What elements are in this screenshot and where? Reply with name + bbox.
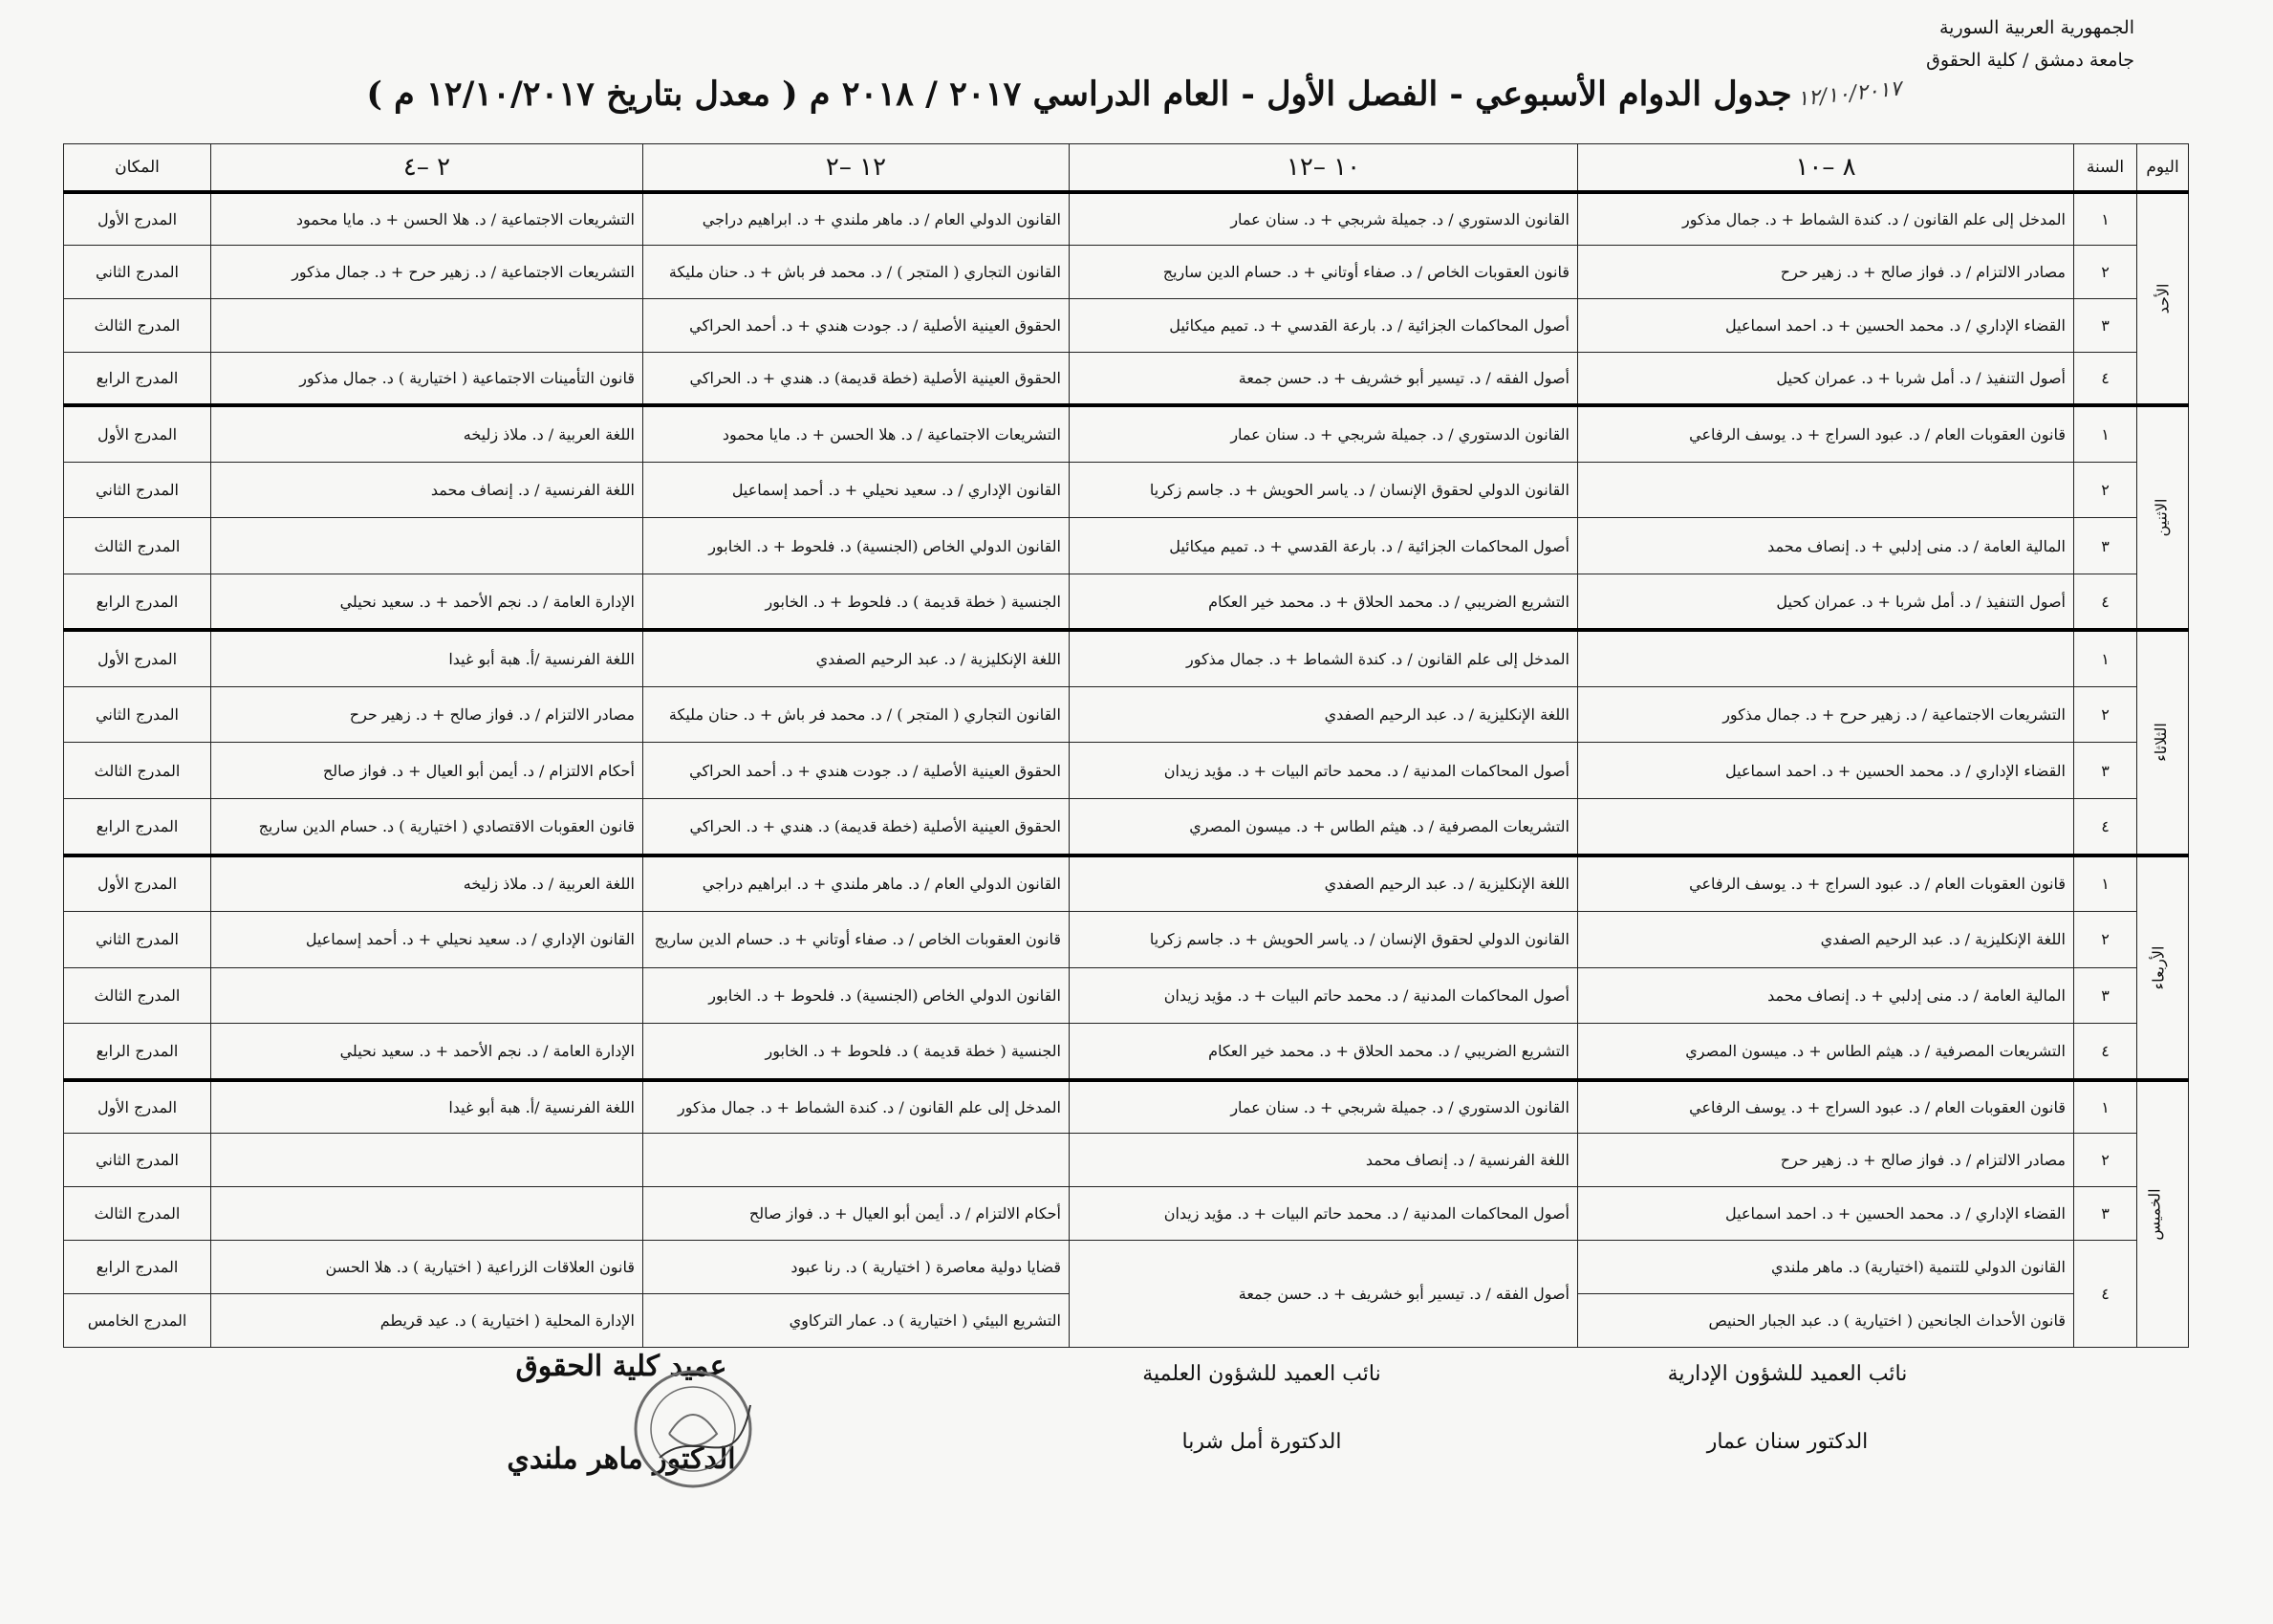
year-cell: ٢ — [2074, 1134, 2137, 1187]
place-cell: المدرج الثالث — [64, 1187, 211, 1241]
place-cell: المدرج الرابع — [64, 799, 211, 855]
slot2-cell: المدخل إلى علم القانون / د. كندة الشماط + د. جمال مذكور — [1070, 630, 1578, 686]
table-row — [64, 518, 2189, 574]
handwritten-date: ١٢/١٠/٢٠١٧ — [1795, 76, 1903, 112]
slot4-cell: القانون الإداري / د. سعيد نحيلي + د. أحمد إسماعيل — [211, 911, 643, 967]
table-row — [64, 1080, 2189, 1134]
year-cell: ١ — [2074, 630, 2137, 686]
slot3-cell: القانون الدولي العام / د. ماهر ملندي + د. ابراهيم دراجي — [643, 855, 1070, 912]
official-stamp-icon — [631, 1367, 755, 1491]
slot4-cell: التشريعات الاجتماعية / د. هلا الحسن + د. مايا محمود — [211, 192, 643, 246]
slot4-cell — [211, 1134, 643, 1187]
slot4-cell: قانون العلاقات الزراعية ( اختيارية ) د. هلا الحسن — [211, 1240, 643, 1293]
col-year: السنة — [2074, 144, 2137, 192]
slot2-cell: القانون الدستوري / د. جميلة شربجي + د. سنان عمار — [1070, 192, 1578, 246]
slot1-cell: قانون الأحداث الجانحين ( اختيارية ) د. عبد الجبار الحنيص — [1578, 1293, 2074, 1347]
slot2-cell: اللغة الإنكليزية / د. عبد الرحيم الصفدي — [1070, 686, 1578, 743]
science-name: الدكتورة أمل شربا — [1181, 1430, 1342, 1454]
year-cell: ٤ — [2074, 1024, 2137, 1080]
slot3-cell: الجنسية ( خطة قديمة ) د. فلحوط + د. الخابور — [643, 1024, 1070, 1080]
place-cell: المدرج الثالث — [64, 967, 211, 1024]
slot2-cell: اللغة الإنكليزية / د. عبد الرحيم الصفدي — [1070, 855, 1578, 912]
col-place: المكان — [64, 144, 211, 192]
slot3-cell: القانون الدولي الخاص (الجنسية) د. فلحوط + د. الخابور — [643, 518, 1070, 574]
slot1-cell — [1578, 630, 2074, 686]
day-cell — [2137, 192, 2189, 406]
day-cell — [2137, 405, 2189, 630]
year-cell: ٣ — [2074, 967, 2137, 1024]
signature-admin — [1568, 1362, 2007, 1454]
slot2-cell: القانون الدستوري / د. جميلة شربجي + د. سنان عمار — [1070, 1080, 1578, 1134]
slot3-cell: القانون التجاري ( المتجر ) / د. محمد فر باش + د. حنان مليكة — [643, 686, 1070, 743]
slot4-cell: التشريعات الاجتماعية / د. زهير حرح + د. جمال مذكور — [211, 245, 643, 298]
day-label: الثلاثاء — [2152, 723, 2171, 763]
day-cell — [2137, 630, 2189, 855]
year-cell: ١ — [2074, 405, 2137, 462]
slot4-cell: الإدارة العامة / د. نجم الأحمد + د. سعيد نحيلي — [211, 574, 643, 631]
table-row — [64, 967, 2189, 1024]
table-row — [64, 462, 2189, 518]
slot2-cell: قانون العقوبات الخاص / د. صفاء أوتاني + د. حسام الدين ساريج — [1070, 245, 1578, 298]
slot1-cell: القضاء الإداري / د. محمد الحسين + د. احمد اسماعيل — [1578, 1187, 2074, 1241]
slot3-cell: التشريع البيئي ( اختيارية ) د. عمار التركاوي — [643, 1293, 1070, 1347]
day-cell — [2137, 855, 2189, 1080]
place-cell: المدرج الثالث — [64, 298, 211, 352]
place-cell: المدرج الثاني — [64, 245, 211, 298]
slot3-cell: المدخل إلى علم القانون / د. كندة الشماط + د. جمال مذكور — [643, 1080, 1070, 1134]
day-label: الأربعاء — [2149, 945, 2168, 989]
day-label: الخميس — [2145, 1188, 2164, 1241]
slot4-cell: اللغة العربية / د. ملاذ زليخه — [211, 855, 643, 912]
year-cell: ١ — [2074, 192, 2137, 246]
slot3-cell: قضايا دولية معاصرة ( اختيارية ) د. رنا عبود — [643, 1240, 1070, 1293]
year-cell: ٤ — [2074, 574, 2137, 631]
slot3-cell: قانون العقوبات الخاص / د. صفاء أوتاني + د. حسام الدين ساريج — [643, 911, 1070, 967]
year-cell: ٣ — [2074, 743, 2137, 799]
slot3-cell: التشريعات الاجتماعية / د. هلا الحسن + د. مايا محمود — [643, 405, 1070, 462]
slot2-cell: التشريع الضريبي / د. محمد الحلاق + د. محمد خير العكام — [1070, 1024, 1578, 1080]
slot1-cell: المدخل إلى علم القانون / د. كندة الشماط + د. جمال مذكور — [1578, 192, 2074, 246]
slot4-cell: أحكام الالتزام / د. أيمن أبو العيال + د. فواز صالح — [211, 743, 643, 799]
slot1-cell: اللغة الإنكليزية / د. عبد الرحيم الصفدي — [1578, 911, 2074, 967]
slot4-cell: قانون التأمينات الاجتماعية ( اختيارية ) د. جمال مذكور — [211, 352, 643, 405]
slot4-cell: اللغة العربية / د. ملاذ زليخه — [211, 405, 643, 462]
slot4-cell: مصادر الالتزام / د. فواز صالح + د. زهير حرح — [211, 686, 643, 743]
slot1-cell: القضاء الإداري / د. محمد الحسين + د. احمد اسماعيل — [1578, 743, 2074, 799]
slot2-cell: القانون الدولي لحقوق الإنسان / د. ياسر الحويش + د. جاسم زكريا — [1070, 911, 1578, 967]
dean-role: عميد كلية الحقوق — [515, 1350, 727, 1383]
slot4-cell: قانون العقوبات الاقتصادي ( اختيارية ) د. حسام الدين ساريج — [211, 799, 643, 855]
year-cell: ٤ — [2074, 352, 2137, 405]
slot2-cell: التشريعات المصرفية / د. هيثم الطاس + د. ميسون المصري — [1070, 799, 1578, 855]
admin-role: نائب العميد للشؤون الإدارية — [1667, 1362, 1908, 1386]
dean-name: الدكتور ماهر ملندي — [507, 1442, 736, 1476]
place-cell: المدرج الأول — [64, 630, 211, 686]
slot3-cell: الحقوق العينية الأصلية / د. جودت هندي + د. أحمد الحراكي — [643, 743, 1070, 799]
slot2-cell: التشريع الضريبي / د. محمد الحلاق + د. محمد خير العكام — [1070, 574, 1578, 631]
slot4-cell — [211, 1187, 643, 1241]
col-day: اليوم — [2137, 144, 2189, 192]
place-cell: المدرج الثاني — [64, 462, 211, 518]
slot1-cell: التشريعات الاجتماعية / د. زهير حرح + د. جمال مذكور — [1578, 686, 2074, 743]
slot1-cell: المالية العامة / د. منى إدلبي + د. إنصاف محمد — [1578, 967, 2074, 1024]
slot1-cell — [1578, 462, 2074, 518]
col-slot2: ١٠ –١٢ — [1070, 144, 1578, 192]
year-cell: ٤ — [2074, 1240, 2137, 1347]
year-cell: ٢ — [2074, 686, 2137, 743]
slot3-cell: القانون التجاري ( المتجر ) / د. محمد فر باش + د. حنان مليكة — [643, 245, 1070, 298]
year-cell: ٢ — [2074, 911, 2137, 967]
place-cell: المدرج الثالث — [64, 518, 211, 574]
slot3-cell: الحقوق العينية الأصلية (خطة قديمة) د. هندي + د. الحراكي — [643, 352, 1070, 405]
slot2-cell: أصول المحاكمات المدنية / د. محمد حاتم البيات + د. مؤيد زيدان — [1070, 743, 1578, 799]
slot3-cell: القانون الإداري / د. سعيد نحيلي + د. أحمد إسماعيل — [643, 462, 1070, 518]
slot1-cell: القضاء الإداري / د. محمد الحسين + د. احمد اسماعيل — [1578, 298, 2074, 352]
science-role: نائب العميد للشؤون العلمية — [1142, 1362, 1381, 1386]
table-header-row — [64, 144, 2189, 192]
year-cell: ٣ — [2074, 518, 2137, 574]
year-cell: ٢ — [2074, 462, 2137, 518]
col-slot1: ٨ –١٠ — [1578, 144, 2074, 192]
year-cell: ٣ — [2074, 298, 2137, 352]
place-cell: المدرج الثاني — [64, 911, 211, 967]
signature-science — [1042, 1362, 1482, 1454]
slot2-cell: أصول الفقه / د. تيسير أبو خشريف + د. حسن جمعة — [1070, 352, 1578, 405]
table-row — [64, 192, 2189, 246]
slot2-cell: أصول المحاكمات المدنية / د. محمد حاتم البيات + د. مؤيد زيدان — [1070, 1187, 1578, 1241]
day-label: الأحد — [2153, 283, 2172, 314]
year-cell: ٤ — [2074, 799, 2137, 855]
table-row — [64, 743, 2189, 799]
slot4-cell — [211, 518, 643, 574]
slot3-cell: القانون الدولي العام / د. ماهر ملندي + د. ابراهيم دراجي — [643, 192, 1070, 246]
table-row — [64, 1134, 2189, 1187]
republic-label: الجمهورية العربية السورية — [1938, 17, 2134, 38]
schedule-table — [63, 143, 2189, 1348]
slot3-cell: القانون الدولي الخاص (الجنسية) د. فلحوط + د. الخابور — [643, 967, 1070, 1024]
table-row — [64, 245, 2189, 298]
col-slot4: ٢ –٤ — [211, 144, 643, 192]
header-republic — [1926, 11, 2134, 76]
slot3-cell: الحقوق العينية الأصلية / د. جودت هندي + د. أحمد الحراكي — [643, 298, 1070, 352]
slot4-cell: الإدارة العامة / د. نجم الأحمد + د. سعيد نحيلي — [211, 1024, 643, 1080]
slot1-cell: قانون العقوبات العام / د. عبود السراج + د. يوسف الرفاعي — [1578, 1080, 2074, 1134]
slot3-cell: الجنسية ( خطة قديمة ) د. فلحوط + د. الخابور — [643, 574, 1070, 631]
year-cell: ١ — [2074, 1080, 2137, 1134]
col-slot3: ١٢ –٢ — [643, 144, 1070, 192]
university-label: جامعة دمشق / كلية الحقوق — [1926, 50, 2134, 71]
slot1-cell: أصول التنفيذ / د. أمل شربا + د. عمران كحيل — [1578, 352, 2074, 405]
place-cell: المدرج الأول — [64, 1080, 211, 1134]
year-cell: ٢ — [2074, 245, 2137, 298]
place-cell: المدرج الثاني — [64, 686, 211, 743]
table-row — [64, 686, 2189, 743]
table-row — [64, 630, 2189, 686]
slot4-cell — [211, 298, 643, 352]
table-row — [64, 799, 2189, 855]
slot1-cell: مصادر الالتزام / د. فواز صالح + د. زهير حرح — [1578, 245, 2074, 298]
table-row — [64, 298, 2189, 352]
place-cell: المدرج الثالث — [64, 743, 211, 799]
table-row — [64, 1240, 2189, 1293]
table-row — [64, 405, 2189, 462]
table-row — [64, 352, 2189, 405]
slot1-cell: قانون العقوبات العام / د. عبود السراج + د. يوسف الرفاعي — [1578, 405, 2074, 462]
place-cell: المدرج الرابع — [64, 574, 211, 631]
page-title: جدول الدوام الأسبوعي - الفصل الأول - العام الدراسي ٢٠١٧ / ٢٠١٨ م ( معدل بتاريخ ١٢/١٠/٢٠١٧ م ) — [366, 75, 1792, 114]
slot4-cell: الإدارة المحلية ( اختيارية ) د. عيد قريطم — [211, 1293, 643, 1347]
day-label: الاثنين — [2152, 498, 2171, 537]
slot4-cell: اللغة الفرنسية / د. إنصاف محمد — [211, 462, 643, 518]
slot2-cell: أصول الفقه / د. تيسير أبو خشريف + د. حسن جمعة — [1070, 1240, 1578, 1347]
slot1-cell: قانون العقوبات العام / د. عبود السراج + د. يوسف الرفاعي — [1578, 855, 2074, 912]
slot1-cell: القانون الدولي للتنمية (اختيارية) د. ماهر ملندي — [1578, 1240, 2074, 1293]
slot1-cell: مصادر الالتزام / د. فواز صالح + د. زهير حرح — [1578, 1134, 2074, 1187]
place-cell: المدرج الرابع — [64, 352, 211, 405]
table-row — [64, 855, 2189, 912]
slot4-cell: اللغة الفرنسية /أ. هبة أبو غيدا — [211, 1080, 643, 1134]
slot3-cell: الحقوق العينية الأصلية (خطة قديمة) د. هندي + د. الحراكي — [643, 799, 1070, 855]
year-cell: ٣ — [2074, 1187, 2137, 1241]
place-cell: المدرج الرابع — [64, 1240, 211, 1293]
slot2-cell: القانون الدولي لحقوق الإنسان / د. ياسر الحويش + د. جاسم زكريا — [1070, 462, 1578, 518]
place-cell: المدرج الأول — [64, 405, 211, 462]
place-cell: المدرج الرابع — [64, 1024, 211, 1080]
day-cell — [2137, 1080, 2189, 1348]
slot2-cell: أصول المحاكمات المدنية / د. محمد حاتم البيات + د. مؤيد زيدان — [1070, 967, 1578, 1024]
slot2-cell: القانون الدستوري / د. جميلة شربجي + د. سنان عمار — [1070, 405, 1578, 462]
slot4-cell — [211, 967, 643, 1024]
slot2-cell: أصول المحاكمات الجزائية / د. بارعة القدسي + د. تميم ميكائيل — [1070, 518, 1578, 574]
slot1-cell: أصول التنفيذ / د. أمل شربا + د. عمران كحيل — [1578, 574, 2074, 631]
slot3-cell — [643, 1134, 1070, 1187]
slot2-cell: أصول المحاكمات الجزائية / د. بارعة القدسي + د. تميم ميكائيل — [1070, 298, 1578, 352]
slot4-cell: اللغة الفرنسية /أ. هبة أبو غيدا — [211, 630, 643, 686]
place-cell: المدرج الخامس — [64, 1293, 211, 1347]
table-row — [64, 1187, 2189, 1241]
table-row — [64, 911, 2189, 967]
year-cell: ١ — [2074, 855, 2137, 912]
table-row — [64, 1024, 2189, 1080]
admin-name: الدكتور سنان عمار — [1706, 1430, 1869, 1454]
slot3-cell: أحكام الالتزام / د. أيمن أبو العيال + د. فواز صالح — [643, 1187, 1070, 1241]
slot3-cell: اللغة الإنكليزية / د. عبد الرحيم الصفدي — [643, 630, 1070, 686]
slot1-cell — [1578, 799, 2074, 855]
place-cell: المدرج الأول — [64, 855, 211, 912]
slot1-cell: التشريعات المصرفية / د. هيثم الطاس + د. ميسون المصري — [1578, 1024, 2074, 1080]
slot2-cell: اللغة الفرنسية / د. إنصاف محمد — [1070, 1134, 1578, 1187]
table-row — [64, 574, 2189, 631]
place-cell: المدرج الثاني — [64, 1134, 211, 1187]
place-cell: المدرج الأول — [64, 192, 211, 246]
slot1-cell: المالية العامة / د. منى إدلبي + د. إنصاف محمد — [1578, 518, 2074, 574]
signature-dean — [401, 1350, 841, 1476]
